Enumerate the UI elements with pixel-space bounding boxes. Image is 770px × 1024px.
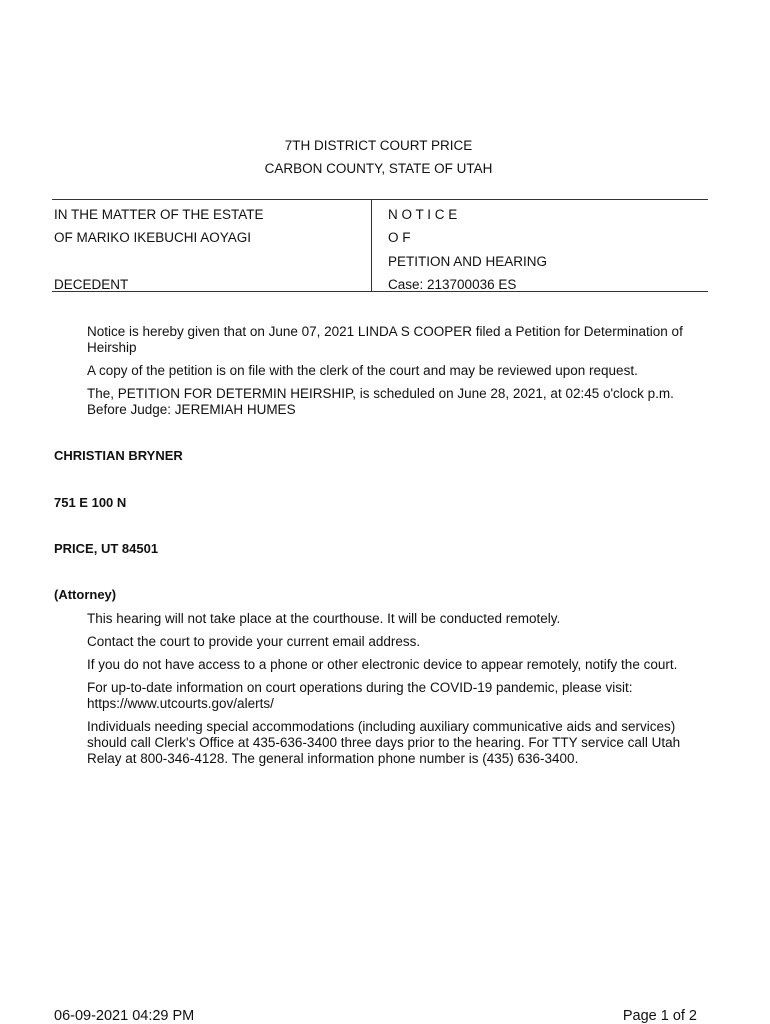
petition-hearing-title: PETITION AND HEARING xyxy=(388,254,548,269)
attorney-street: 751 E 100 N xyxy=(54,495,127,510)
footer-page-number: Page 1 of 2 xyxy=(622,1008,697,1024)
notice-paragraph: Notice is hereby given that on June 07, 2021 LINDA S COOPER filed a Petition for Determination of Heirship xyxy=(87,324,683,355)
judge-line: Before Judge: JEREMIAH HUMES xyxy=(87,402,296,417)
petition-copy-paragraph: A copy of the petition is on file with the clerk of the court and may be reviewed upon request. xyxy=(87,363,638,378)
hearing-schedule-line: The, PETITION FOR DETERMIN HEIRSHIP, is scheduled on June 28, 2021, at 02:45 o'clock p.m. xyxy=(87,386,674,401)
estate-line-1: IN THE MATTER OF THE ESTATE xyxy=(54,207,264,222)
device-paragraph: If you do not have access to a phone or other electronic device to appear remotely, notify the court. xyxy=(87,657,678,672)
case-number: Case: 213700036 ES xyxy=(388,277,517,292)
email-paragraph: Contact the court to provide your current email address. xyxy=(87,634,421,649)
remote-hearing-paragraph: This hearing will not take place at the courthouse. It will be conducted remotely. xyxy=(87,611,561,626)
attorney-city: PRICE, UT 84501 xyxy=(54,541,159,556)
notice-title: N O T I C E xyxy=(388,207,458,222)
covid-paragraph: For up-to-date information on court operations during the COVID-19 pandemic, please visit: https://www.utcourts.gov/alerts/ xyxy=(87,680,633,711)
estate-line-2: OF MARIKO IKEBUCHI AOYAGI xyxy=(54,230,252,245)
decedent-label: DECEDENT xyxy=(54,277,129,292)
attorney-name: CHRISTIAN BRYNER xyxy=(54,448,183,463)
court-name: 7TH DISTRICT COURT PRICE xyxy=(284,138,473,153)
caption-divider xyxy=(371,199,372,292)
notice-of: O F xyxy=(388,230,411,245)
attorney-label: (Attorney) xyxy=(54,587,117,602)
accommodations-paragraph: Individuals needing special accommodations (including auxiliary communicative aids and services) should call Clerk's Office at 435-636-3400 three days prior to the hearing. For TTY service call Utah Relay at 800-346-4128. The general information phone number is (435) 636-3400. xyxy=(87,719,681,766)
footer-timestamp: 06-09-2021 04:29 PM xyxy=(54,1008,195,1024)
county-state: CARBON COUNTY, STATE OF UTAH xyxy=(264,161,493,176)
caption-top-rule xyxy=(52,199,708,200)
